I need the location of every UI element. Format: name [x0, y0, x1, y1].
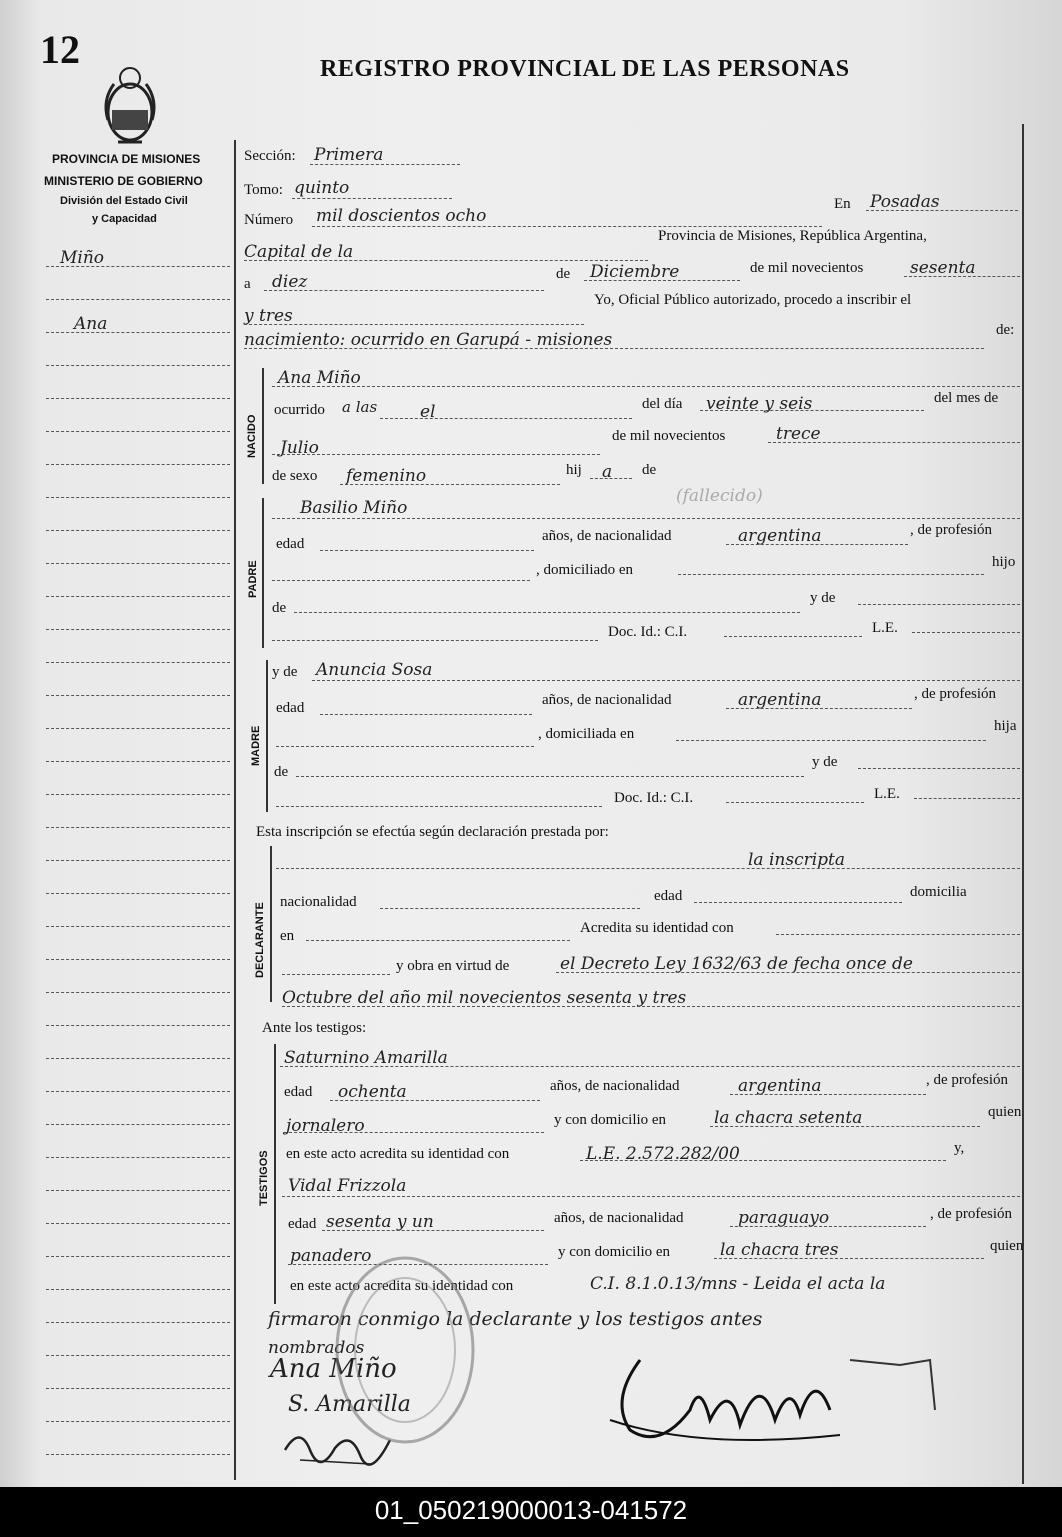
tomo-label: Tomo:	[244, 182, 283, 198]
y-obra-label: y obra en virtud de	[396, 958, 510, 974]
margin-ruled-line	[46, 365, 230, 366]
en-value: Posadas	[870, 192, 940, 212]
decreto2-value: Octubre del año mil novecientos sesenta y tres	[282, 988, 687, 1008]
t1-prof-label: , de profesión	[926, 1072, 1009, 1088]
t2-edad-label: edad	[288, 1216, 317, 1232]
declarante-value: la inscripta	[748, 850, 846, 870]
margin-ruled-line	[46, 299, 230, 300]
side-label-madre: MADRE	[250, 725, 262, 766]
margin-ruled-line	[46, 794, 230, 795]
margin-ruled-line	[46, 1190, 230, 1191]
margin-ruled-line	[46, 1289, 230, 1290]
margin-ruled-line	[46, 1454, 230, 1455]
official-signature-icon	[600, 1340, 950, 1460]
margin-ruled-line	[46, 1421, 230, 1422]
margin-ruled-line	[46, 860, 230, 861]
acredita-label: Acredita su identidad con	[580, 920, 734, 936]
seccion-value: Primera	[314, 145, 384, 165]
de-sexo-label: de sexo	[272, 468, 318, 484]
ocurrido-el-value: el	[420, 402, 436, 422]
main-right-border	[1022, 124, 1024, 1484]
margin-ruled-line	[46, 596, 230, 597]
padre-prof-label: , de profesión	[910, 522, 993, 538]
firma-inscripta: Ana Miño	[270, 1354, 397, 1384]
side-label-declarante: DECLARANTE	[254, 902, 266, 978]
hija-label: hija	[994, 718, 1017, 734]
madre-edad-label: edad	[276, 700, 305, 716]
t1-quien-label: quien	[988, 1104, 1022, 1120]
madre-y-de-label: y de	[812, 754, 838, 770]
margin-ruled-line	[46, 431, 230, 432]
margin-ruled-line	[46, 695, 230, 696]
margin-ruled-line	[46, 629, 230, 630]
del-dia-label: del día	[642, 396, 683, 412]
domicilia-label: domicilia	[910, 884, 967, 900]
ocurrido-hora-value: a las	[342, 398, 378, 416]
t2-nac-label: años, de nacionalidad	[554, 1210, 684, 1226]
numero-value: mil doscientos ocho	[316, 206, 487, 226]
margin-ruled-line	[46, 1124, 230, 1125]
side-label-nacido: NACIDO	[246, 414, 258, 458]
nombre-value: Ana Miño	[278, 368, 361, 388]
padre-nac-value: argentina	[738, 526, 822, 546]
del-mes-label: del mes de	[934, 390, 999, 406]
cierre2-value: nombrados	[268, 1338, 365, 1358]
madre-nac-value: argentina	[738, 690, 822, 710]
en-label: En	[834, 196, 851, 212]
ante-label: Ante los testigos:	[262, 1020, 367, 1036]
t1-edad-label: edad	[284, 1084, 313, 1100]
left-header-line2: MINISTERIO DE GOBIERNO	[44, 174, 203, 188]
a-label: a	[244, 276, 251, 292]
t2-quien-label: quien	[990, 1238, 1024, 1254]
footer-file-id: 01_050219000013-041572	[0, 1487, 1062, 1537]
cierre1-value: firmaron conmigo la declarante y los testigos antes	[268, 1308, 763, 1330]
nacimiento-value: nacimiento: ocurrido en Garupá - misiones	[244, 330, 613, 350]
dia-value: diez	[272, 272, 308, 292]
margin-ruled-line	[46, 761, 230, 762]
margin-given-name: Ana	[74, 314, 108, 334]
t1-acto-label: en este acto acredita su identidad con	[286, 1146, 510, 1162]
madre-prof-label: , de profesión	[914, 686, 997, 702]
margin-ruled-line	[46, 827, 230, 828]
de-colon-label: de:	[996, 322, 1015, 338]
anio2-value: y tres	[244, 306, 293, 326]
de-mil2-label: de mil novecientos	[612, 428, 726, 444]
hij-label: hij	[566, 462, 582, 478]
t1-dom-value: la chacra setenta	[714, 1108, 863, 1128]
margin-ruled-line	[46, 662, 230, 663]
sexo-value: femenino	[346, 466, 427, 486]
de-mil-label: de mil novecientos	[750, 260, 864, 276]
domiciliada-label: , domiciliada en	[538, 726, 635, 742]
hijo-label: hijo	[992, 554, 1016, 570]
t1-dom-label: y con domicilio en	[554, 1112, 667, 1128]
padre-doc-label: Doc. Id.: C.I.	[608, 624, 688, 640]
declarante-nac-label: nacionalidad	[280, 894, 357, 910]
t1-edad-value: ochenta	[338, 1082, 407, 1102]
madre-doc-label: Doc. Id.: C.I.	[614, 790, 694, 806]
side-label-padre: PADRE	[247, 560, 259, 598]
t2-prof-value: panadero	[290, 1246, 372, 1266]
hij-suffix: a	[602, 462, 613, 482]
mes-value: Diciembre	[590, 262, 680, 282]
official-stamp-icon	[330, 1250, 480, 1450]
page-number: 12	[40, 27, 80, 72]
declarante-edad-label: edad	[654, 888, 683, 904]
t2-prof-label: , de profesión	[930, 1206, 1013, 1222]
domiciliado-label: , domiciliado en	[536, 562, 634, 578]
mes-nac-value: Julio	[280, 438, 319, 458]
madre-de-label: de	[274, 764, 289, 780]
madre-nac-label: años, de nacionalidad	[542, 692, 672, 708]
margin-ruled-line	[46, 1157, 230, 1158]
margin-ruled-line	[46, 464, 230, 465]
margin-ruled-line	[46, 1025, 230, 1026]
margin-ruled-line	[46, 1388, 230, 1389]
de2-label: de	[642, 462, 657, 478]
margin-ruled-line	[46, 1256, 230, 1257]
side-label-testigos: TESTIGOS	[258, 1150, 270, 1206]
firma-testigo1: S. Amarilla	[288, 1392, 411, 1417]
t2-doc-value: C.I. 8.1.0.13/mns - Leida el acta la	[590, 1274, 886, 1294]
margin-ruled-line	[46, 728, 230, 729]
margin-ruled-line	[46, 893, 230, 894]
decreto-value: el Decreto Ley 1632/63 de fecha once de	[560, 954, 913, 974]
seccion-label: Sección:	[244, 148, 296, 164]
declarante-en-label: en	[280, 928, 295, 944]
padre-y-de-label: y de	[810, 590, 836, 606]
t1-y-label: y,	[954, 1140, 965, 1156]
page-title: REGISTRO PROVINCIAL DE LAS PERSONAS	[320, 56, 850, 82]
margin-ruled-line	[46, 992, 230, 993]
padre-edad-label: edad	[276, 536, 305, 552]
esta-inscripcion-label: Esta inscripción se efectúa según declaración prestada por:	[256, 824, 609, 840]
margin-ruled-line	[46, 1322, 230, 1323]
margin-ruled-line	[46, 1355, 230, 1356]
de-label: de	[556, 266, 571, 282]
provincia-label: Provincia de Misiones, República Argentina,	[658, 228, 927, 244]
coat-of-arms-icon	[100, 60, 160, 146]
ocurrido-label: ocurrido	[274, 402, 325, 418]
left-header-line4: y Capacidad	[92, 213, 157, 225]
t1-nac-label: años, de nacionalidad	[550, 1078, 680, 1094]
left-header-line3: División del Estado Civil	[60, 195, 188, 207]
padre-nac-label: años, de nacionalidad	[542, 528, 672, 544]
anio-nac-value: trece	[776, 424, 821, 444]
main-left-border	[234, 140, 236, 1480]
left-header-line1: PROVINCIA DE MISIONES	[52, 152, 201, 166]
madre-le-label: L.E.	[874, 786, 900, 802]
margin-ruled-line	[46, 1058, 230, 1059]
padre-value: Basilio Miño	[300, 498, 408, 518]
padre-nota: (fallecido)	[676, 486, 763, 506]
numero-label: Número	[244, 212, 294, 228]
dia-nac-value: veinte y seis	[706, 394, 813, 414]
margin-ruled-line	[46, 563, 230, 564]
t2-acto-label: en este acto acredita su identidad con	[290, 1278, 514, 1294]
t1-doc-value: L.E. 2.572.282/00	[586, 1144, 740, 1164]
yo-label: Yo, Oficial Público autorizado, procedo a inscribir el	[594, 292, 912, 308]
capital-value: Capital de la	[244, 242, 354, 262]
t2-dom-label: y con domicilio en	[558, 1244, 671, 1260]
margin-ruled-line	[46, 398, 230, 399]
padre-de-label: de	[272, 600, 287, 616]
margin-ruled-line	[46, 497, 230, 498]
t1-prof-value: jornalero	[286, 1116, 365, 1136]
madre-value: Anuncia Sosa	[316, 660, 433, 680]
anio1-value: sesenta	[910, 258, 976, 278]
margin-ruled-line	[46, 1091, 230, 1092]
y-de-madre-label: y de	[272, 664, 298, 680]
testigo1-name: Saturnino Amarilla	[284, 1048, 448, 1068]
t1-nac-value: argentina	[738, 1076, 822, 1096]
t2-dom-value: la chacra tres	[720, 1240, 839, 1260]
padre-le-label: L.E.	[872, 620, 898, 636]
t2-nac-value: paraguayo	[738, 1208, 830, 1228]
margin-ruled-line	[46, 926, 230, 927]
margin-ruled-line	[46, 1223, 230, 1224]
tomo-value: quinto	[294, 178, 350, 198]
t2-edad-value: sesenta y un	[326, 1212, 434, 1232]
testigo2-name: Vidal Frizzola	[288, 1176, 407, 1196]
margin-surname: Miño	[60, 248, 105, 268]
margin-ruled-line	[46, 959, 230, 960]
margin-ruled-line	[46, 530, 230, 531]
